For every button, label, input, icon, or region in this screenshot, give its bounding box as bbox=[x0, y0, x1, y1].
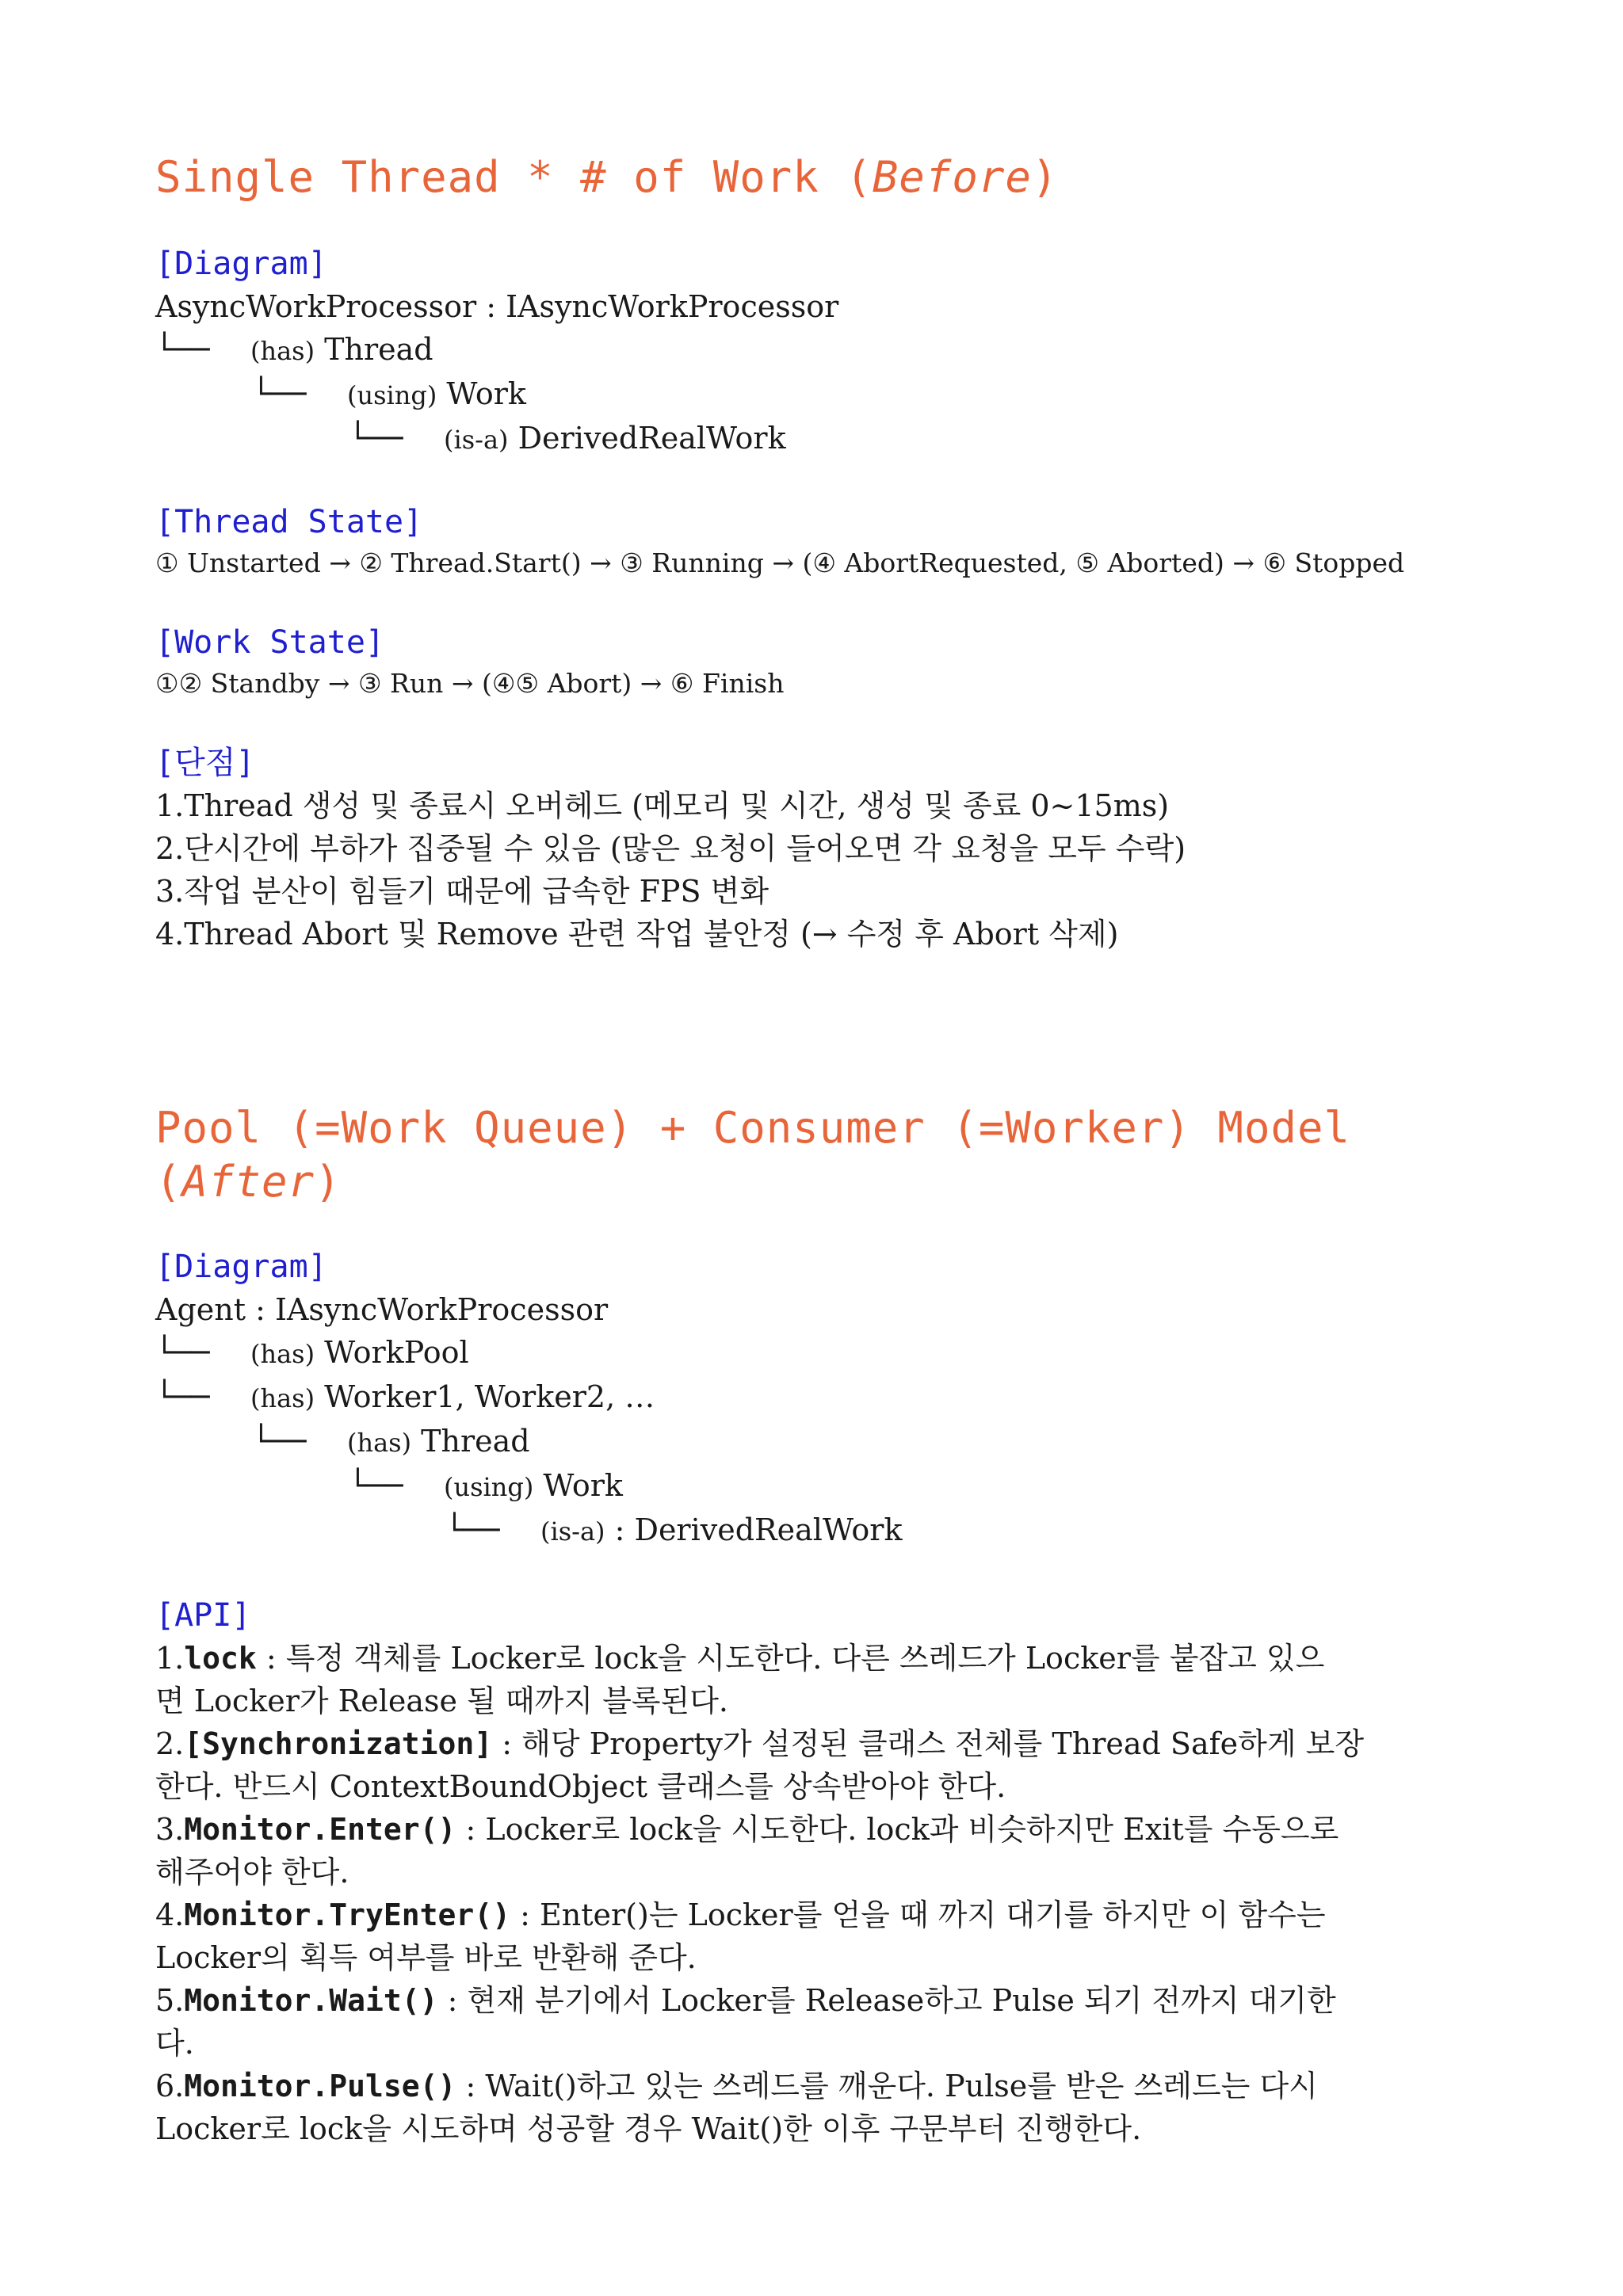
diagram-node: └── (is-a) DerivedRealWork bbox=[349, 421, 786, 456]
thread-state-heading: [Thread State] bbox=[155, 504, 423, 540]
api-item bbox=[155, 1808, 1487, 1894]
diagram-heading: [Diagram] bbox=[155, 1249, 327, 1285]
diagram-node: └── (has) Thread bbox=[252, 1424, 530, 1459]
api-item-line: 해주어야 한다. bbox=[155, 1855, 349, 1890]
api-item-line: Locker로 lock을 시도하며 성공할 경우 Wait()한 이후 구문부터 진행한다. bbox=[155, 2111, 1142, 2146]
document-content bbox=[155, 151, 1487, 2150]
api-item-line: 6.Monitor.Pulse() : Wait()하고 있는 쓰레드를 깨운다. Pulse를 받은 쓰레드는 다시 bbox=[155, 2069, 1318, 2103]
api-heading: [API] bbox=[155, 1597, 251, 1634]
api-item-line: 5.Monitor.Wait() : 현재 분기에서 Locker를 Release하고 Pulse 되기 전까지 대기한 bbox=[155, 1983, 1336, 2018]
cons-heading: [단점] bbox=[155, 745, 255, 781]
api-keyword: Monitor.Pulse() bbox=[184, 2069, 456, 2103]
diagram-node: └── (has) Thread bbox=[155, 332, 433, 367]
api-keyword: Monitor.TryEnter() bbox=[184, 1897, 511, 1932]
api-item bbox=[155, 1894, 1487, 1979]
diagram-root: AsyncWorkProcessor : IAsyncWorkProcessor bbox=[155, 289, 839, 324]
api-keyword: [Synchronization] bbox=[184, 1726, 493, 1761]
api-keyword: lock bbox=[184, 1641, 257, 1676]
diagram-node: └── (has) WorkPool bbox=[155, 1335, 469, 1370]
diagram-node: └── (using) Work bbox=[349, 1468, 623, 1503]
cons-item: 4.Thread Abort 및 Remove 관련 작업 불안정 (→ 수정 후 Abort 삭제) bbox=[155, 917, 1119, 952]
api-item-line: 4.Monitor.TryEnter() : Enter()는 Locker를 얻을 때 까지 대기를 하지만 이 함수는 bbox=[155, 1897, 1326, 1932]
section-title-after: Pool (=Work Queue) + Consumer (=Worker) Model (After) bbox=[155, 1103, 1350, 1207]
api-item-line: 3.Monitor.Enter() : Locker로 lock을 시도한다. lock과 비슷하지만 Exit를 수동으로 bbox=[155, 1812, 1339, 1847]
api-item-line: 1.lock : 특정 객체를 Locker로 lock을 시도한다. 다른 쓰레드가 Locker를 붙잡고 있으 bbox=[155, 1641, 1325, 1676]
api-keyword: Monitor.Enter() bbox=[184, 1812, 456, 1847]
section-title-before: Single Thread * # of Work (Before) bbox=[155, 152, 1059, 202]
api-item bbox=[155, 1637, 1487, 1722]
thread-state-text: ① Unstarted → ② Thread.Start() → ③ Running → (④ AbortRequested, ⑤ Aborted) → ⑥ Stopped bbox=[155, 547, 1405, 578]
api-item bbox=[155, 2065, 1487, 2150]
api-item-line: Locker의 획득 여부를 바로 반환해 준다. bbox=[155, 1940, 697, 1975]
diagram-node: └── (using) Work bbox=[252, 376, 526, 411]
diagram-heading: [Diagram] bbox=[155, 246, 327, 282]
api-item bbox=[155, 1722, 1487, 1808]
diagram-node: └── (has) Worker1, Worker2, … bbox=[155, 1379, 655, 1414]
api-keyword: Monitor.Wait() bbox=[184, 1983, 438, 2018]
api-item bbox=[155, 1979, 1487, 2065]
work-state-text: ①② Standby → ③ Run → (④⑤ Abort) → ⑥ Finish bbox=[155, 668, 785, 699]
work-state-heading: [Work State] bbox=[155, 624, 384, 661]
cons-item: 1.Thread 생성 및 종료시 오버헤드 (메모리 및 시간, 생성 및 종료 0~15ms) bbox=[155, 788, 1170, 823]
api-item-line: 한다. 반드시 ContextBoundObject 클래스를 상속받아야 한다. bbox=[155, 1769, 1006, 1804]
api-item-line: 다. bbox=[155, 2026, 194, 2061]
cons-item: 2.단시간에 부하가 집중될 수 있음 (많은 요청이 들어오면 각 요청을 모두 수락) bbox=[155, 831, 1186, 866]
cons-item: 3.작업 분산이 힘들기 때문에 급속한 FPS 변화 bbox=[155, 874, 769, 909]
api-item-line: 면 Locker가 Release 될 때까지 블록된다. bbox=[155, 1684, 729, 1718]
api-item-line: 2.[Synchronization] : 해당 Property가 설정된 클래스 전체를 Thread Safe하게 보장 bbox=[155, 1726, 1365, 1761]
diagram-node: └── (is-a) : DerivedRealWork bbox=[445, 1512, 903, 1547]
diagram-root: Agent : IAsyncWorkProcessor bbox=[155, 1292, 609, 1327]
